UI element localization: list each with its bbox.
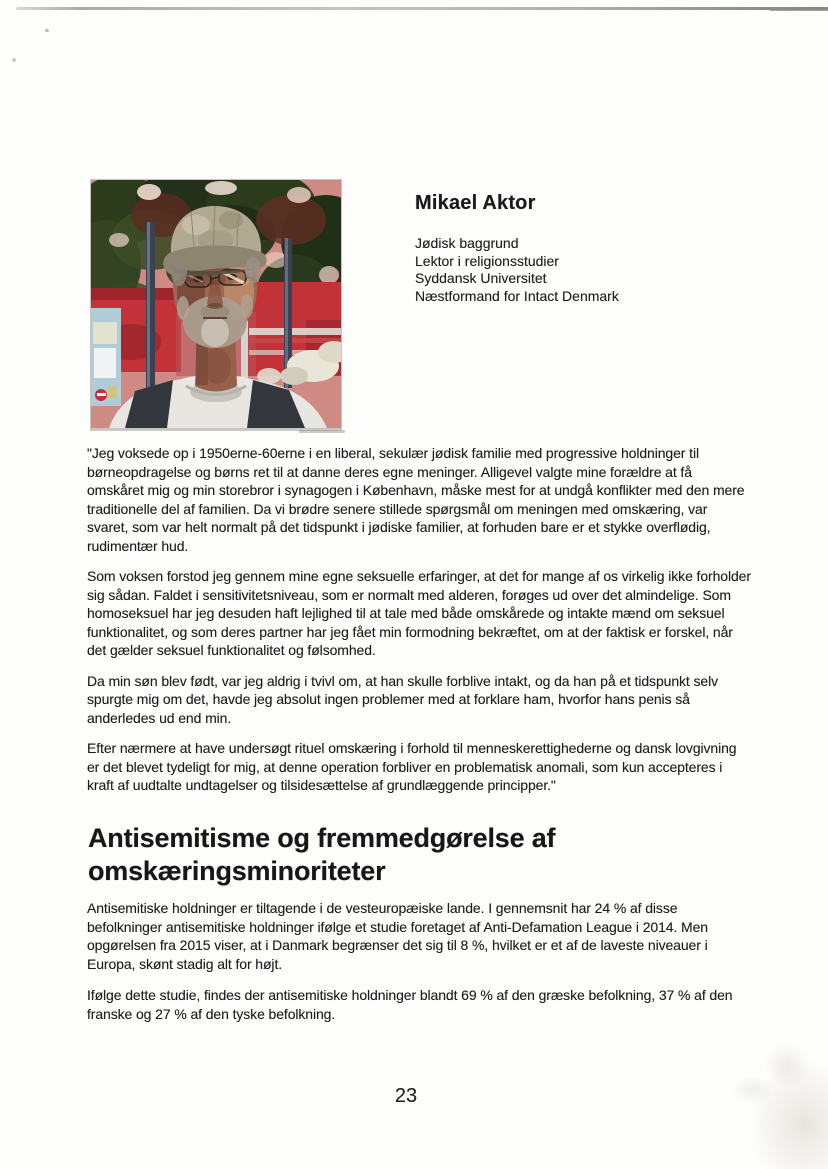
section-body [87,899,751,1036]
quote-paragraph-3: Da min søn blev født, var jeg aldrig i tvivl om, at han skulle forblive intakt, og da han på et tidspunkt selv spurgte mig om det, havde jeg absolut ingen problemer med at forklare ham, hvorfor hans penis så anderledes ud end min. [87,672,718,726]
bio-line-university: Syddansk Universitet [415,270,547,286]
bio-line-role: Næstformand for Intact Denmark [415,287,619,304]
scan-noise [764,1043,810,1089]
scan-noise [750,1059,828,1169]
scan-edge-line [16,7,828,10]
bio-line-background: Jødisk baggrund [415,235,519,251]
scan-speck [45,29,49,32]
quote-paragraph-2: Som voksen forstod jeg gennem mine egne seksuelle erfaringer, at det for mange af os virkelig ikke forholder sig sådan. Faldet i sensitivitetsniveau, som er normalt med alderen, forøges ud over det almindelige. Som homoseksuel har jeg desuden haft lejlighed til at tale med både omskårede og intakte mænd om seksuel funktionalitet, og som deres partner har jeg fået min formodning bekræftet, om at der faktisk er forskel, når det gælder seksuel funktionalitet og følsomhed. [87,568,751,658]
bio-line-title: Lektor i religionsstudier [415,252,559,269]
profile-photo-illustration [91,180,341,428]
scan-smudge [299,430,345,433]
quote-paragraph-1: "Jeg voksede op i 1950erne-60erne i en liberal, sekulær jødisk familie med progressive holdninger til børneopdragelse og børns ret til at danne deres egne meninger. Alligevel valgte mine forældre at få omskåret mig og min storebror i synagogen i København, måske mest for at undgå konflikter med den mere traditionelle del af familien. Da vi brødre senere stillede spørgsmål om meningen med omskæring, var svaret, som var helt normalt på det tidspunkt i jødiske familier, at forhuden bare er et stykke overflødig, rudimentær hud. [87,445,745,554]
section-paragraph-2: Ifølge dette studie, findes der antisemitiske holdninger blandt 69 % af den græske befolkning, 37 % af den franske og 27 % af den tyske befolkning. [87,987,733,1022]
section-heading: Antisemitisme og fremmedgørelse af omskæringsminoriteter [88,823,556,886]
section-paragraph-1: Antisemitiske holdninger er tiltagende i de vesteuropæiske lande. I gennemsnit har 24 % af disse befolkninger antisemitiske holdninger ifølge et studie foretaget af Anti-Defamation League i 2014. Men opgørelsen fra 2015 viser, at i Danmark begrænser det sig til 8 %, hvilket er et af de laveste niveauer i Europa, skønt stadig alt for højt. [87,900,708,972]
quote-paragraph-4: Efter nærmere at have undersøgt rituel omskæring i forhold til menneskerettighederne og dansk lovgivning er det blevet tydeligt for mig, at denne operation forbliver en problematisk anomali, som kun accepteres i kraft af uudtalte undtagelser og tilsidesættelse af grundlæggende principper." [87,740,737,793]
quote-block [87,444,751,807]
profile-photo [90,179,342,429]
scan-speck [12,58,16,62]
profile-info [415,192,619,305]
profile-bio [415,235,619,305]
page-number: 23 [394,1085,418,1107]
profile-name: Mikael Aktor [415,192,536,214]
